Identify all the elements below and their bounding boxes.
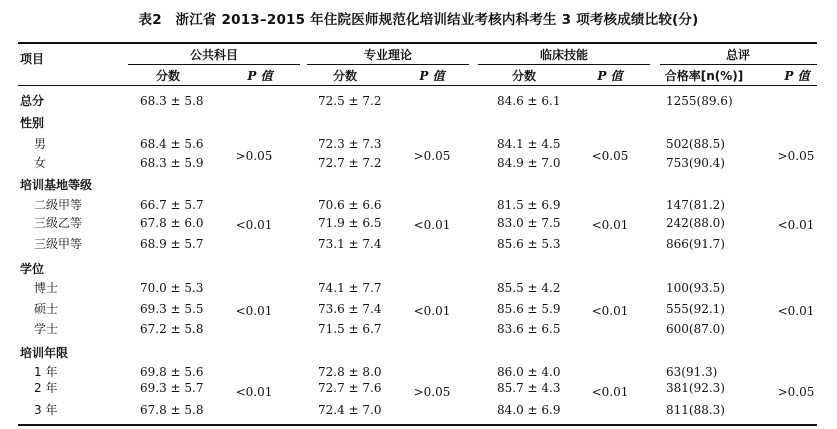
header-rule (18, 85, 817, 86)
row-label: 男 (34, 137, 47, 151)
sub-score-theory: 分数 (332, 69, 358, 83)
pass-rate-cell: 811(88.3) (666, 403, 725, 417)
row-label: 博士 (34, 281, 59, 295)
header-group-clinical: 临床技能 (539, 48, 589, 62)
row-label: 培训基地等级 (20, 178, 93, 192)
clinical-score-cell: 83.6 ± 6.5 (497, 322, 561, 336)
row-label: 硕士 (34, 302, 59, 316)
theory-score-cell: 73.6 ± 7.4 (318, 302, 382, 316)
pass-rate-cell: 63(91.3) (666, 365, 718, 379)
pass-rate-cell: 381(92.3) (666, 381, 725, 395)
p-value-cell: <0.01 (591, 385, 629, 399)
row-label: 女 (34, 156, 47, 170)
group-underline-public (128, 64, 300, 65)
row-label: 三级甲等 (34, 237, 83, 251)
clinical-score-cell: 85.7 ± 4.3 (497, 381, 561, 395)
row-label: 性别 (20, 116, 45, 130)
clinical-score-cell: 81.5 ± 6.9 (497, 198, 561, 212)
pass-rate-cell: 242(88.0) (666, 216, 725, 230)
row-label: 二级甲等 (34, 198, 83, 212)
public-score-cell: 68.3 ± 5.9 (140, 156, 204, 170)
top-rule (18, 42, 817, 44)
sub-p-theory: P 值 (419, 69, 445, 83)
sub-p-clinical: P 值 (597, 69, 623, 83)
header-item: 项目 (20, 52, 45, 66)
pass-rate-cell: 555(92.1) (666, 302, 725, 316)
p-value-cell: >0.05 (235, 149, 273, 163)
pass-rate-cell: 600(87.0) (666, 322, 725, 336)
theory-score-cell: 74.1 ± 7.7 (318, 281, 382, 295)
p-value-cell: <0.05 (591, 149, 629, 163)
public-score-cell: 69.3 ± 5.5 (140, 302, 204, 316)
group-underline-theory (307, 64, 469, 65)
public-score-cell: 68.3 ± 5.8 (140, 94, 204, 108)
public-score-cell: 68.4 ± 5.6 (140, 137, 204, 151)
sub-score-public: 分数 (155, 69, 181, 83)
sub-p-public: P 值 (247, 69, 273, 83)
p-value-cell: <0.01 (235, 218, 273, 232)
p-value-cell: >0.05 (777, 149, 815, 163)
pass-rate-cell: 866(91.7) (666, 237, 725, 251)
p-value-cell: >0.05 (413, 385, 451, 399)
row-label: 学士 (34, 322, 59, 336)
pass-rate-cell: 753(90.4) (666, 156, 725, 170)
p-value-cell: <0.01 (777, 304, 815, 318)
public-score-cell: 66.7 ± 5.7 (140, 198, 204, 212)
theory-score-cell: 72.7 ± 7.6 (318, 381, 382, 395)
public-score-cell: 70.0 ± 5.3 (140, 281, 204, 295)
row-label: 学位 (20, 262, 45, 276)
group-underline-overall (660, 64, 817, 65)
row-label: 三级乙等 (34, 216, 83, 230)
public-score-cell: 67.8 ± 5.8 (140, 403, 204, 417)
table-title: 表2 浙江省 2013–2015 年住院医师规范化培训结业考核内科考生 3 项考核成绩比较(分) (138, 12, 699, 28)
clinical-score-cell: 84.6 ± 6.1 (497, 94, 561, 108)
clinical-score-cell: 84.0 ± 6.9 (497, 403, 561, 417)
theory-score-cell: 72.7 ± 7.2 (318, 156, 382, 170)
header-group-overall: 总评 (725, 48, 751, 62)
pass-rate-cell: 1255(89.6) (666, 94, 733, 108)
clinical-score-cell: 85.5 ± 4.2 (497, 281, 561, 295)
pass-rate-cell: 147(81.2) (666, 198, 725, 212)
p-value-cell: <0.01 (235, 304, 273, 318)
public-score-cell: 67.8 ± 6.0 (140, 216, 204, 230)
p-value-cell: >0.05 (777, 385, 815, 399)
public-score-cell: 68.9 ± 5.7 (140, 237, 204, 251)
p-value-cell: <0.01 (235, 385, 273, 399)
row-label: 3 年 (34, 403, 58, 417)
p-value-cell: <0.01 (591, 218, 629, 232)
pass-rate-cell: 100(93.5) (666, 281, 725, 295)
theory-score-cell: 72.5 ± 7.2 (318, 94, 382, 108)
theory-score-cell: 72.8 ± 8.0 (318, 365, 382, 379)
theory-score-cell: 71.5 ± 6.7 (318, 322, 382, 336)
sub-p-overall: P 值 (784, 69, 810, 83)
clinical-score-cell: 85.6 ± 5.3 (497, 237, 561, 251)
theory-score-cell: 70.6 ± 6.6 (318, 198, 382, 212)
clinical-score-cell: 84.9 ± 7.0 (497, 156, 561, 170)
theory-score-cell: 73.1 ± 7.4 (318, 237, 382, 251)
theory-score-cell: 72.3 ± 7.3 (318, 137, 382, 151)
row-label: 1 年 (34, 365, 58, 379)
row-label: 培训年限 (20, 346, 69, 360)
clinical-score-cell: 86.0 ± 4.0 (497, 365, 561, 379)
row-label: 总分 (20, 94, 45, 108)
public-score-cell: 67.2 ± 5.8 (140, 322, 204, 336)
p-value-cell: <0.01 (413, 304, 451, 318)
p-value-cell: <0.01 (777, 218, 815, 232)
header-group-theory: 专业理论 (363, 48, 413, 62)
theory-score-cell: 72.4 ± 7.0 (318, 403, 382, 417)
sub-pass-rate-overall: 合格率[n(%)] (664, 69, 744, 83)
header-group-public: 公共科目 (189, 48, 239, 62)
clinical-score-cell: 84.1 ± 4.5 (497, 137, 561, 151)
clinical-score-cell: 83.0 ± 7.5 (497, 216, 561, 230)
p-value-cell: >0.05 (413, 149, 451, 163)
theory-score-cell: 71.9 ± 6.5 (318, 216, 382, 230)
bottom-rule (18, 424, 817, 426)
public-score-cell: 69.3 ± 5.7 (140, 381, 204, 395)
pass-rate-cell: 502(88.5) (666, 137, 725, 151)
p-value-cell: <0.01 (591, 304, 629, 318)
public-score-cell: 69.8 ± 5.6 (140, 365, 204, 379)
group-underline-clinical (478, 64, 650, 65)
sub-score-clinical: 分数 (511, 69, 537, 83)
p-value-cell: <0.01 (413, 218, 451, 232)
row-label: 2 年 (34, 381, 58, 395)
clinical-score-cell: 85.6 ± 5.9 (497, 302, 561, 316)
